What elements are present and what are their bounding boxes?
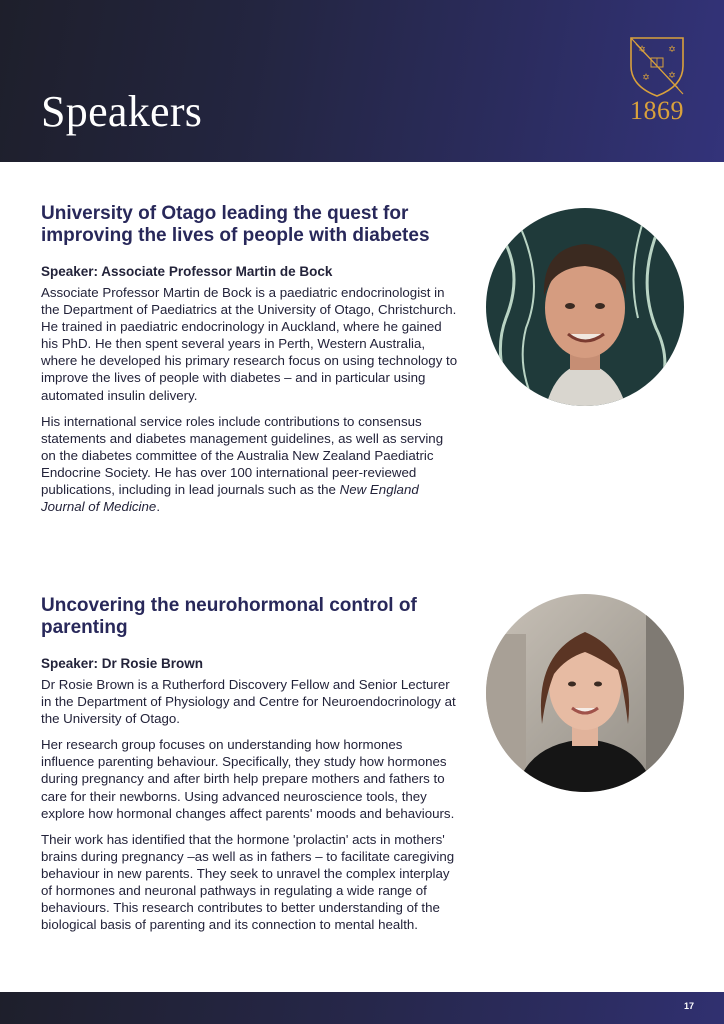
bio-paragraph: Associate Professor Martin de Bock is a paediatric endocrinologist in the Department of Paediatrics at the University of Otago, Christchurch. He trained in paediatric endocrinology in Auckland, where he gained his PhD. He then spent several years in Perth, Western Australia, where he developed his primary research focus on using technology to improve the lives of people with diabetes – and in particular using automated insulin delivery. <box>41 285 458 403</box>
bio-paragraph <box>41 413 459 516</box>
speaker-photo-rosie-brown <box>486 594 684 792</box>
journal-suffix: . <box>156 499 161 515</box>
svg-text:✡: ✡ <box>638 45 646 55</box>
svg-text:✡: ✡ <box>668 45 676 55</box>
page-title: Speakers <box>41 87 203 136</box>
journal-name: New England Journal of Medicine <box>41 482 419 515</box>
bio-text: His international service roles include contributions to consensus statements and diabetes management guidelines, as well as serving on the diabetes committee of the Australia New Zealand Paediatric Endocrine Society. He has over 100 international peer-reviewed publications, including in lead journals such as the <box>41 413 444 498</box>
section-title: Uncovering the neurohormonal control of parenting <box>41 595 417 638</box>
speaker-photo-martin-de-bock <box>486 208 684 406</box>
svg-text:✡: ✡ <box>642 73 650 83</box>
university-crest-icon <box>628 36 686 98</box>
section-title: University of Otago leading the quest for improving the lives of people with diabetes <box>41 203 430 246</box>
bio-paragraph: Their work has identified that the hormone 'prolactin' acts in mothers' brains during pregnancy –as well as in fathers – to facilitate caregiving behaviour in new parents. They seek to unravel the complex interplay of hormones and neuronal pathways in regulating a wide range of behaviours. This research contributes to better understanding of the biological basis of parenting and its connection to mental health. <box>41 831 455 933</box>
page-footer <box>0 992 724 1024</box>
speaker-name: Speaker: Associate Professor Martin de Bock <box>41 264 333 279</box>
crest-year: 1869 <box>630 96 684 125</box>
page-number: 17 <box>683 1001 694 1011</box>
speaker-name: Speaker: Dr Rosie Brown <box>41 656 204 671</box>
speaker-section-parenting <box>41 595 459 942</box>
speaker-section-diabetes <box>41 203 459 524</box>
svg-text:✡: ✡ <box>668 71 676 81</box>
page-header <box>0 0 724 162</box>
bio-paragraph: Her research group focuses on understanding how hormones influence parenting behaviour. Specifically, they study how hormones during pregnancy and after birth help prepare mothers and fathers to care for their newborns. Using advanced neuroscience tools, they explore how hormonal changes affect parents' moods and behaviours. <box>41 737 455 821</box>
bio-paragraph: Dr Rosie Brown is a Rutherford Discovery Fellow and Senior Lecturer in the Department of Physiology and Centre for Neuroendocrinology at the University of Otago. <box>41 677 456 727</box>
